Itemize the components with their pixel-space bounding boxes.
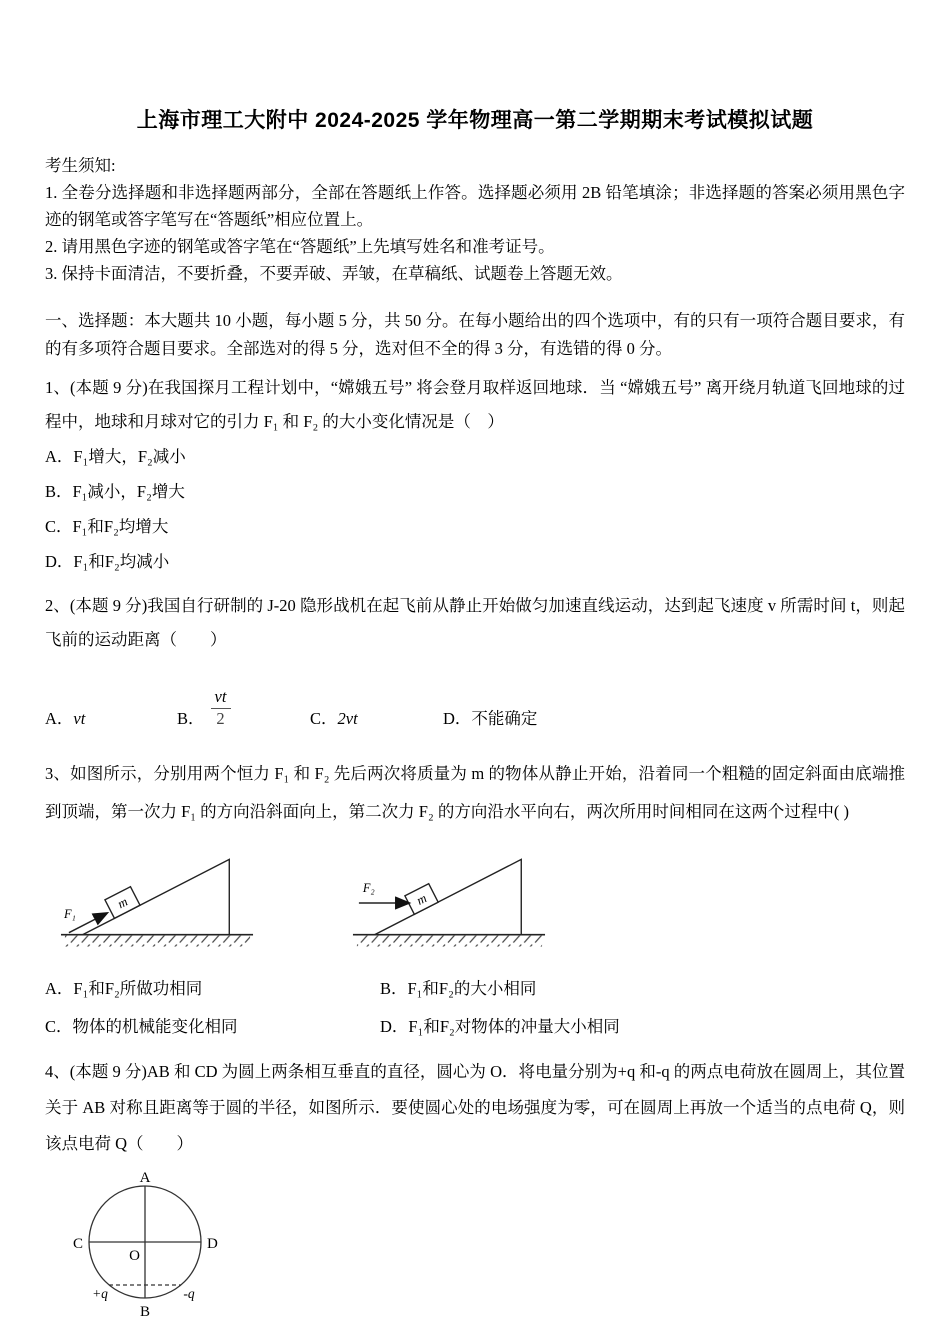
option-b-fraction xyxy=(211,688,231,729)
point-b-label: B xyxy=(139,1304,151,1320)
option-c xyxy=(310,705,443,729)
incline-triangle xyxy=(83,859,230,934)
question-3-figures xyxy=(59,845,905,955)
question-3 xyxy=(45,755,905,1040)
option-b-label: B． xyxy=(177,709,205,728)
notice-item: 3. 保持卡面清洁，不要折叠，不要弄破、弄皱，在草稿纸、试题卷上答题无效。 xyxy=(45,264,623,283)
option-d-label: D． xyxy=(443,709,472,728)
center-o-label: O xyxy=(129,1248,140,1264)
force-f1-label: F₁ xyxy=(63,906,76,921)
notice-item: 2. 请用黑色字迹的钢笔或答字笔在“答题纸”上先填写姓名和准考证号。 xyxy=(45,237,555,256)
option-a xyxy=(45,705,177,729)
block-m xyxy=(405,884,438,915)
point-a-label: A xyxy=(139,1170,151,1186)
question-2-stem: 2、(本题 9 分)我国自行研制的 J-20 隐形战机在起飞前从静止开始做匀加速直线运动，达到起飞速度 v 所需时间 t，则起飞前的运动距离（ ） xyxy=(45,596,905,649)
plus-q-label: +q xyxy=(92,1286,108,1301)
option-c-value: 2vt xyxy=(337,709,358,728)
block-m-label: m xyxy=(115,894,130,912)
minus-q-label: -q xyxy=(183,1286,195,1301)
question-4 xyxy=(45,1054,905,1343)
question-3-options xyxy=(45,975,905,1040)
option-a: A．F₁和F₂所做功相同 xyxy=(45,979,203,998)
force-f2-label: F₂ xyxy=(362,881,375,896)
option-d: D．F₁和F₂均减小 xyxy=(45,552,170,571)
question-4-figure xyxy=(45,1170,905,1343)
fraction-denominator: 2 xyxy=(216,709,225,729)
question-4-stem: 4、(本题 9 分)AB 和 CD 为圆上两条相互垂直的直径，圆心为 O．将电量分别为+q 和-q 的两点电荷放在圆周上，其位置关于 AB 对称且距离等于圆的半径，如图所示．要使圆心处的电场强度为零，可在圆周上再放一个适当的点电荷 Q，则该点电荷 Q（ ） xyxy=(45,1062,905,1153)
question-3-stem: 3、如图所示，分别用两个恒力 F₁ 和 F₂ 先后两次将质量为 m 的物体从静止开始，沿着同一个粗糙的固定斜面由底端推到顶端，第一次力 F₁ 的方向沿斜面向上，第二次力 F₂ 的方向沿水平向右，两次所用时间相同在这两个过程中( ) xyxy=(45,764,905,821)
option-c: C．F₁和F₂均增大 xyxy=(45,517,169,536)
notice-item: 1. 全卷分选择题和非选择题两部分，全部在答题纸上作答。选择题必须用 2B 铅笔填涂；非选择题的答案必须用黑色字迹的钢笔或答字笔写在“答题纸”相应位置上。 xyxy=(45,183,905,229)
option-b: B．F₁减小，F₂增大 xyxy=(45,482,185,501)
point-d-label: D xyxy=(207,1236,218,1252)
option-d xyxy=(443,705,537,729)
option-a-value: vt xyxy=(73,709,86,728)
incline-figure-f1 xyxy=(59,845,257,955)
option-d: D．F₁和F₂对物体的冲量大小相同 xyxy=(380,1017,620,1036)
point-c-label: C xyxy=(72,1236,83,1252)
block-m-label: m xyxy=(414,891,430,908)
option-c: C．物体的机械能变化相同 xyxy=(45,1017,238,1036)
notice-section xyxy=(45,152,905,287)
fraction-numerator: vt xyxy=(214,687,227,707)
incline-figure-f2 xyxy=(349,845,547,955)
section-1-header: 一、选择题：本大题共 10 小题，每小题 5 分，共 50 分。在每小题给出的四个选项中，有的只有一项符合题目要求，有的有多项符合题目要求。全部选对的得 5 分，选对但不全的得 3 分，有选错的得 0 分。 xyxy=(45,311,905,358)
incline-triangle xyxy=(375,859,522,934)
block-m xyxy=(105,887,140,919)
option-d-value: 不能确定 xyxy=(471,709,538,728)
option-a: A．F₁增大，F₂减小 xyxy=(45,447,186,466)
question-1-options xyxy=(45,440,905,579)
option-b: B．F₁和F₂的大小相同 xyxy=(380,979,537,998)
option-a-label: A． xyxy=(45,709,74,728)
question-1-stem: 1、(本题 9 分)在我国探月工程计划中，“嫦娥五号” 将会登月取样返回地球．当 “嫦娥五号” 离开绕月轨道飞回地球的过程中，地球和月球对它的引力 F₁ 和 F₂ 的大小变化情况是（ ） xyxy=(45,378,905,431)
option-b xyxy=(177,688,310,729)
question-2 xyxy=(45,589,905,729)
option-c-label: C． xyxy=(310,709,338,728)
ground-hatching xyxy=(357,936,542,947)
circle-figure xyxy=(45,1170,240,1338)
question-2-options xyxy=(45,671,905,729)
question-1 xyxy=(45,371,905,579)
notice-heading: 考生须知: xyxy=(45,156,116,175)
page-title: 上海市理工大附中 2024-2025 学年物理高一第二学期期末考试模拟试题 xyxy=(136,109,814,132)
ground-hatching xyxy=(65,936,250,947)
